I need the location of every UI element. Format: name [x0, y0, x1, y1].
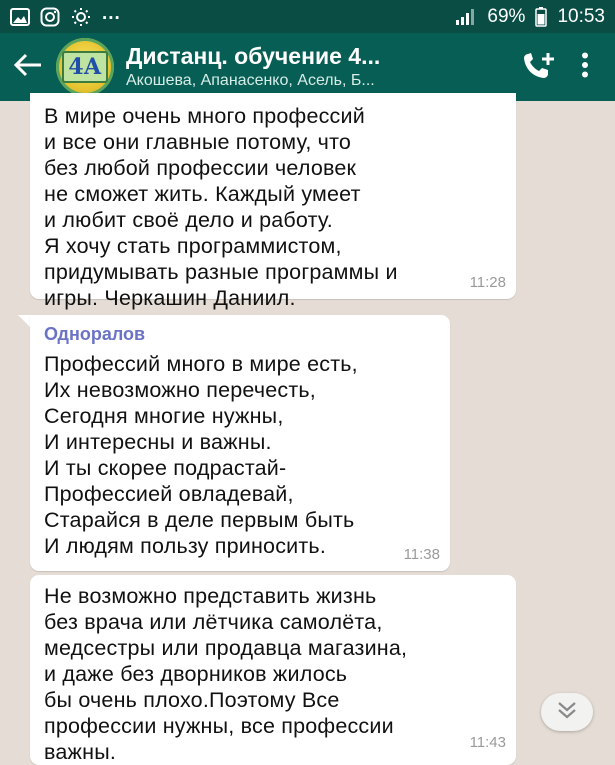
status-bar [0, 0, 615, 33]
chat-participants: Акошева, Апанасенко, Асель, Б... [126, 72, 375, 89]
more-vert-icon [581, 52, 589, 83]
signal-icon [455, 9, 477, 25]
chat-title-area[interactable] [126, 42, 503, 92]
scroll-to-bottom-button[interactable] [541, 693, 593, 731]
bubble-tail [18, 315, 30, 327]
status-bar-left [10, 2, 121, 27]
group-avatar[interactable] [56, 38, 114, 96]
more-notifications-indicator: ... [102, 2, 121, 24]
message-text: Не возможно представить жизнь без врача или лётчика самолёта, медсестры или продавца магазина, и даже без дворников жилось бы очень плохо.Поэтому Все профессии нужны, все профессии важны. [44, 584, 408, 764]
chat-title: Дистанц. обучение 4... [126, 43, 381, 69]
message-sender[interactable]: Одноралов [44, 324, 146, 344]
message-time: 11:38 [403, 546, 440, 563]
more-options-button[interactable] [581, 52, 589, 83]
message-text: Профессий много в мире есть, Их невозможно перечесть, Сегодня многие нужны, И интересны и важны. И ты скорее подрастай- Профессией овладевай, Старайся в деле первым быть И людям пользу приносить. [44, 352, 358, 558]
image-icon [10, 8, 30, 26]
message-bubble[interactable] [30, 93, 516, 310]
message-bubble[interactable] [30, 575, 516, 765]
avatar-label: 4А [62, 51, 107, 83]
sun-icon [70, 7, 92, 27]
message-list[interactable] [0, 101, 615, 764]
add-call-button[interactable] [521, 50, 555, 85]
status-time: 10:53 [557, 5, 605, 27]
battery-icon [535, 7, 547, 27]
battery-percent: 69% [487, 5, 526, 27]
message-time: 11:28 [469, 274, 506, 291]
status-bar-right [455, 6, 605, 28]
add-call-icon [521, 50, 555, 85]
message-text: В мире очень много профессий и все они главные потому, что без любой профессии человек не сможет жить. Каждый умеет и любит своё дело и работу. Я хочу стать программистом, придумывать разные программы и игры. Черкашин Даниил. [44, 104, 398, 310]
message-time: 11:43 [469, 734, 506, 751]
chat-header [0, 33, 615, 101]
back-arrow-icon [14, 53, 42, 82]
back-button[interactable] [6, 33, 50, 101]
chevron-double-down-icon [556, 701, 578, 724]
header-actions [521, 50, 589, 85]
instagram-icon [40, 7, 60, 27]
message-bubble[interactable] [30, 315, 450, 571]
